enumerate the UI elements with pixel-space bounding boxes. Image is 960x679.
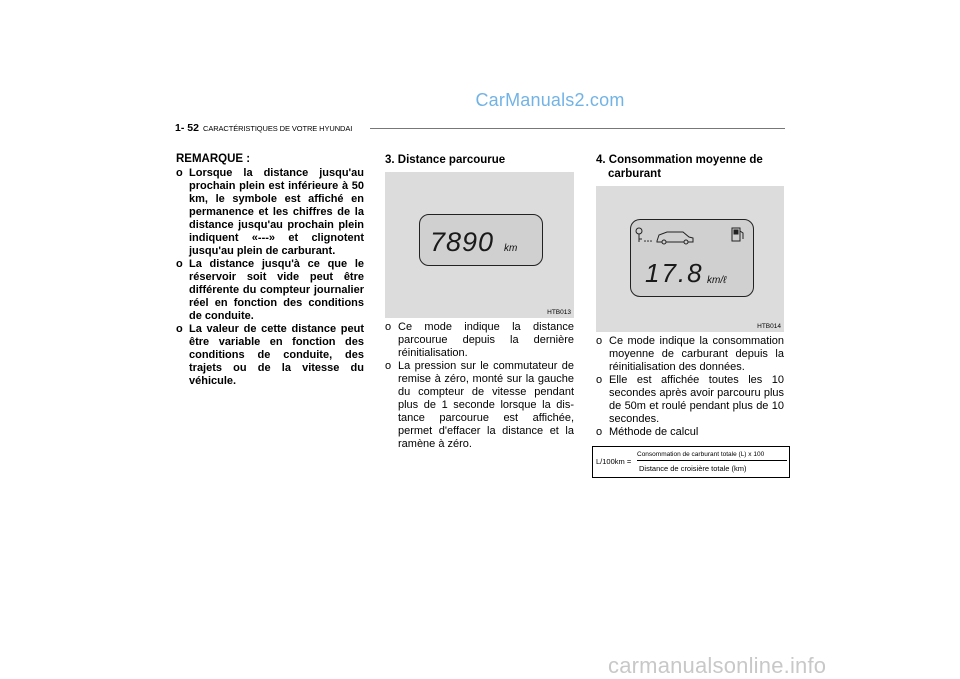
distance-text	[385, 321, 574, 451]
lcd-digits	[420, 215, 542, 265]
lcd-unit: km/ℓ	[707, 275, 727, 286]
car-icon	[657, 232, 693, 244]
dots-icon	[644, 240, 652, 242]
note-bullet: o La distance jusqu'à ce que le réservoir soit vide peut être différente du compteur journalier réel en fonction des conditions de conduite.	[176, 258, 364, 322]
key-icon	[636, 228, 642, 242]
note-column	[176, 153, 364, 388]
figure-code: HTB014	[757, 323, 781, 330]
figure-code: HTB013	[547, 309, 571, 316]
lcd-display	[630, 219, 754, 297]
note-bullet: o La valeur de cette distance peut être variable en fonction des conditions de conduite, des trajets ou de la vitesse du véhicule.	[176, 323, 364, 387]
section-heading-distance: 3. Distance parcourue	[385, 154, 506, 166]
page-number: 1- 52	[175, 122, 199, 134]
running-title: CARACTÉRISTIQUES DE VOTRE HYUNDAI	[203, 124, 353, 133]
consumption-bullet: o Ce mode indique la consommation moyenne de carburant depuis la réinitialisation des données.	[596, 335, 784, 373]
consumption-bullet: o Elle est affichée toutes les 10 secondes après avoir parcouru plus de 50m et roulé pendant plus de 10 secondes.	[596, 374, 784, 425]
formula-fraction-bar	[637, 460, 787, 461]
watermark-top: CarManuals2.com	[475, 90, 625, 110]
note-title: REMARQUE :	[176, 153, 251, 165]
section-heading-consumption: 4. Consommation moyenne de carburant	[596, 154, 763, 180]
consumption-bullet: o Méthode de calcul	[596, 426, 699, 438]
lcd-digits-value: 7890	[430, 227, 495, 257]
lcd-unit: km	[504, 243, 518, 254]
lcd-display	[419, 214, 543, 266]
note-bullet: o Lorsque la distance jusqu'au prochain plein est inférieure à 50 km, le symbole est affiché en permanence et les chiffres de la distance jusqu'au prochain plein indiquent «---» et clignotent jusqu'au plein de carburant.	[176, 167, 364, 257]
header-rule	[370, 128, 785, 129]
distance-bullet: o La pression sur le commutateur de remise à zéro, monté sur la gauche du compteur de vitesse pendant plus de 1 seconde lorsque la dis- tance parcourue est affichée, permet d'effacer la distance et la ramène à zéro.	[385, 360, 574, 450]
watermark-bottom: carmanualsonline.info	[608, 653, 827, 678]
formula-numerator: Consommation de carburant totale (L) x 100	[637, 451, 765, 458]
formula-denominator: Distance de croisière totale (km)	[639, 464, 747, 473]
distance-bullet: o Ce mode indique la distance parcourue depuis la dernière réinitialisation.	[385, 321, 574, 359]
lcd-graphics	[631, 220, 753, 296]
calculation-formula	[592, 446, 790, 478]
figure-distance	[385, 172, 574, 318]
consumption-text	[596, 335, 784, 439]
fuel-pump-icon	[732, 228, 743, 241]
figure-consumption	[596, 186, 784, 332]
formula-lhs: L/100km =	[596, 457, 632, 466]
lcd-digits-value: 17.8	[645, 258, 704, 288]
